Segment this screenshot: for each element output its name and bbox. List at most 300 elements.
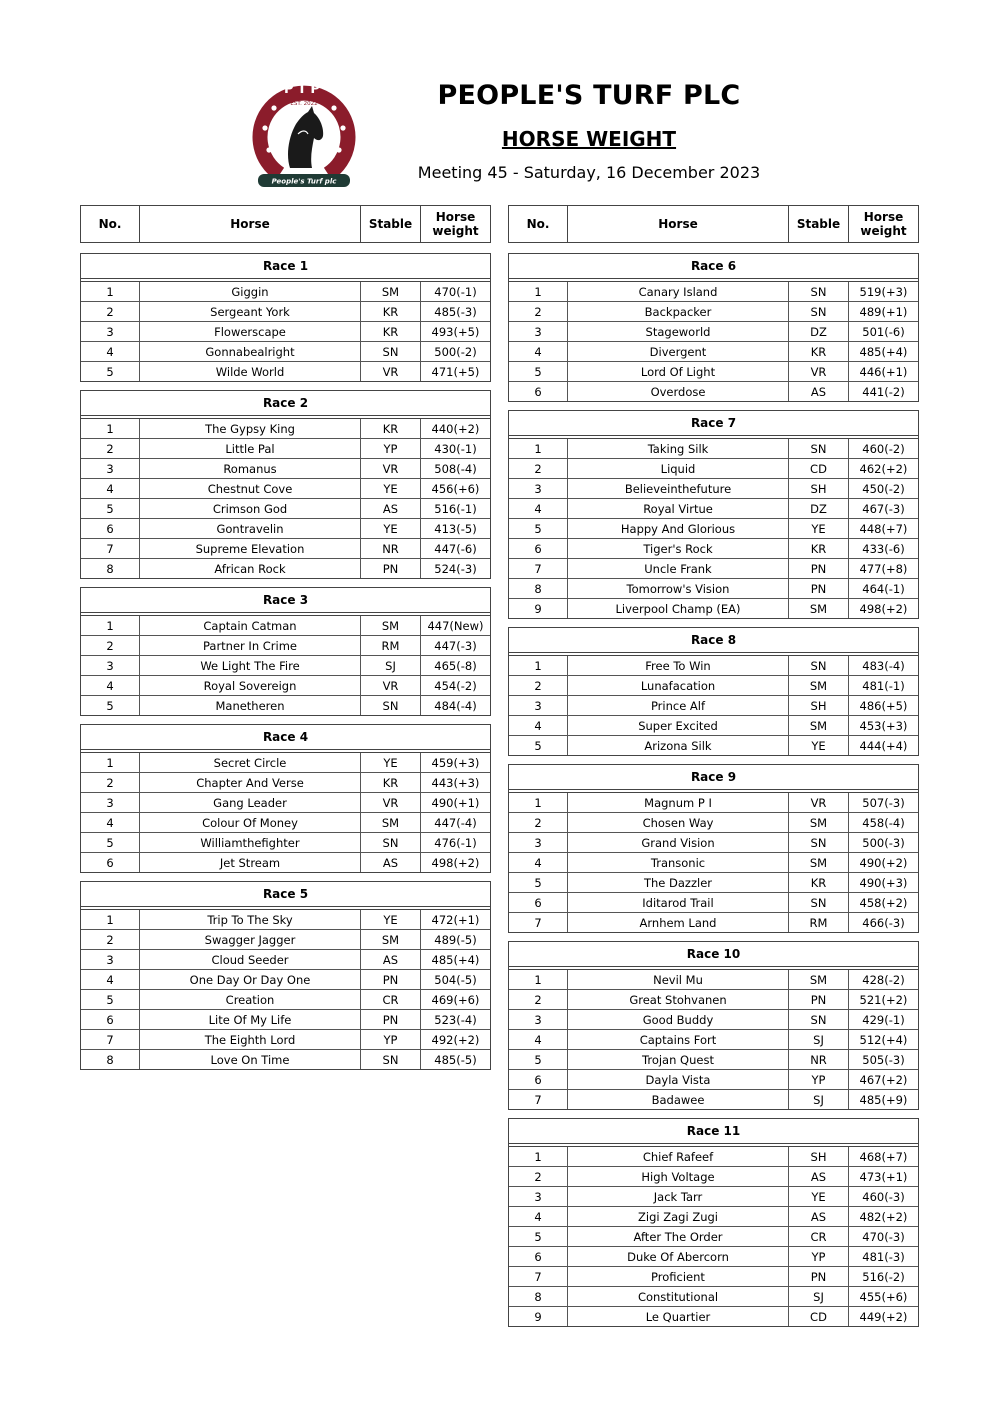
table-row (81, 675, 490, 695)
horse-name: Free To Win (567, 656, 788, 675)
horse-stable: SM (788, 599, 848, 618)
table-row (509, 281, 918, 301)
horse-number: 5 (534, 364, 542, 379)
table-row (509, 1246, 918, 1266)
table-row (509, 538, 918, 558)
table-row (509, 458, 918, 478)
horse-stable: KR (788, 539, 848, 558)
horse-number: 1 (534, 284, 542, 299)
horse-stable: CR (788, 1227, 848, 1246)
horse-number: 3 (106, 461, 114, 476)
table-row (81, 752, 490, 772)
horse-weight: 465(-8) (420, 656, 490, 675)
table-row (509, 1089, 918, 1109)
left-races (80, 253, 491, 1070)
race-rows (81, 750, 490, 872)
horse-stable: CD (788, 459, 848, 478)
horse-name: Stageworld (567, 322, 788, 341)
horse-stable: SM (788, 813, 848, 832)
table-row (81, 458, 490, 478)
horse-name: Sergeant York (139, 302, 360, 321)
table-row (509, 438, 918, 458)
horse-name: The Dazzler (567, 873, 788, 892)
table-row (509, 1166, 918, 1186)
race-rows (81, 416, 490, 578)
race-rows (81, 279, 490, 381)
horse-number: 3 (534, 698, 542, 713)
race-table (508, 1118, 919, 1327)
table-row (81, 418, 490, 438)
table-row (509, 832, 918, 852)
horse-stable: VR (788, 362, 848, 381)
horse-weight: 464(-1) (848, 579, 918, 598)
race-title: Race 5 (81, 882, 490, 907)
horse-number: 8 (106, 1052, 114, 1067)
horse-stable: YP (360, 1030, 420, 1049)
table-header (508, 205, 919, 243)
horse-stable: SM (788, 676, 848, 695)
horse-number: 2 (534, 1169, 542, 1184)
horse-number: 7 (534, 1269, 542, 1284)
horse-name: Taking Silk (567, 439, 788, 458)
horse-stable: KR (788, 873, 848, 892)
horse-number: 9 (534, 601, 542, 616)
logo-initials: PTP (284, 82, 324, 97)
horse-number: 7 (534, 561, 542, 576)
horse-weight: 507(-3) (848, 793, 918, 812)
horse-weight: 504(-5) (420, 970, 490, 989)
horse-stable: YE (360, 479, 420, 498)
horse-stable: YE (360, 519, 420, 538)
header-horse: Horse (139, 206, 360, 242)
horse-number: 6 (534, 1072, 542, 1087)
horse-weight: 501(-6) (848, 322, 918, 341)
horse-number: 2 (534, 678, 542, 693)
horse-number: 4 (106, 972, 114, 987)
horse-stable: PN (788, 1267, 848, 1286)
horse-weight: 485(+4) (848, 342, 918, 361)
horse-stable: SN (788, 302, 848, 321)
horse-name: Backpacker (567, 302, 788, 321)
horse-weight: 456(+6) (420, 479, 490, 498)
table-row (509, 1226, 918, 1246)
horse-weight: 447(New) (420, 616, 490, 635)
horse-weight: 482(+2) (848, 1207, 918, 1226)
horse-number: 4 (534, 501, 542, 516)
horse-weight: 430(-1) (420, 439, 490, 458)
horse-name: Lunafacation (567, 676, 788, 695)
race-table (508, 764, 919, 933)
horse-name: Royal Sovereign (139, 676, 360, 695)
horse-number: 6 (534, 1249, 542, 1264)
horse-weight: 467(+2) (848, 1070, 918, 1089)
table-row (509, 301, 918, 321)
horse-stable: SN (788, 893, 848, 912)
right-races (508, 253, 919, 1327)
horse-stable: YE (360, 753, 420, 772)
horse-stable: DZ (788, 322, 848, 341)
table-row (81, 989, 490, 1009)
horse-weight: 458(+2) (848, 893, 918, 912)
horse-weight: 449(+2) (848, 1307, 918, 1326)
horse-name: Chestnut Cove (139, 479, 360, 498)
horse-number: 7 (534, 915, 542, 930)
horse-number: 3 (106, 324, 114, 339)
horse-name: Love On Time (139, 1050, 360, 1069)
horse-weight: 490(+1) (420, 793, 490, 812)
horse-weight: 473(+1) (848, 1167, 918, 1186)
horse-name: Transonic (567, 853, 788, 872)
table-row (81, 1029, 490, 1049)
header-weight: Horse weight (848, 206, 918, 242)
horse-stable: SH (788, 696, 848, 715)
horse-name: Liverpool Champ (EA) (567, 599, 788, 618)
horse-weight: 472(+1) (420, 910, 490, 929)
table-row (81, 518, 490, 538)
table-row (509, 872, 918, 892)
horse-name: Believeinthefuture (567, 479, 788, 498)
horse-number: 3 (534, 481, 542, 496)
horse-stable: SM (788, 970, 848, 989)
horse-name: Chief Rafeef (567, 1147, 788, 1166)
horse-name: Manetheren (139, 696, 360, 715)
horse-name: Constitutional (567, 1287, 788, 1306)
horse-number: 1 (534, 658, 542, 673)
horse-weight: 413(-5) (420, 519, 490, 538)
table-row (509, 1069, 918, 1089)
horse-number: 3 (106, 795, 114, 810)
horse-number: 3 (534, 1012, 542, 1027)
horse-stable: SM (788, 853, 848, 872)
horse-number: 2 (534, 815, 542, 830)
horse-number: 1 (534, 1149, 542, 1164)
horse-weight: 447(-4) (420, 813, 490, 832)
horse-stable: YE (788, 1187, 848, 1206)
horse-number: 2 (106, 304, 114, 319)
horse-number: 1 (534, 441, 542, 456)
horse-stable: SM (788, 716, 848, 735)
horse-name: Giggin (139, 282, 360, 301)
horse-number: 4 (106, 678, 114, 693)
horse-stable: KR (360, 302, 420, 321)
horse-weight: 524(-3) (420, 559, 490, 578)
horse-number: 3 (534, 835, 542, 850)
horse-name: Royal Virtue (567, 499, 788, 518)
horse-number: 2 (106, 441, 114, 456)
horse-weight: 521(+2) (848, 990, 918, 1009)
race-title: Race 3 (81, 588, 490, 613)
race-rows (509, 436, 918, 618)
horse-weight: 443(+3) (420, 773, 490, 792)
horse-name: Overdose (567, 382, 788, 401)
race-table (80, 724, 491, 873)
horse-name: One Day Or Day One (139, 970, 360, 989)
horse-stable: AS (360, 499, 420, 518)
horse-number: 2 (534, 992, 542, 1007)
horse-weight: 440(+2) (420, 419, 490, 438)
horse-weight: 481(-3) (848, 1247, 918, 1266)
horse-weight: 476(-1) (420, 833, 490, 852)
horse-number: 6 (534, 541, 542, 556)
horse-name: Secret Circle (139, 753, 360, 772)
table-row (509, 1266, 918, 1286)
header-stable: Stable (788, 206, 848, 242)
horse-stable: AS (788, 1167, 848, 1186)
table-row (509, 478, 918, 498)
horse-number: 1 (106, 284, 114, 299)
horse-name: Trojan Quest (567, 1050, 788, 1069)
horse-weight: 498(+2) (420, 853, 490, 872)
table-row (81, 949, 490, 969)
horse-number: 5 (534, 738, 542, 753)
race-title: Race 10 (509, 942, 918, 967)
table-row (81, 832, 490, 852)
meeting-info: Meeting 45 - Saturday, 16 December 2023 (417, 163, 761, 182)
horse-weight: 485(-5) (420, 1050, 490, 1069)
horse-weight: 471(+5) (420, 362, 490, 381)
horse-name: The Eighth Lord (139, 1030, 360, 1049)
horse-stable: SN (788, 1010, 848, 1029)
horse-stable: VR (360, 459, 420, 478)
horse-name: Uncle Frank (567, 559, 788, 578)
horse-number: 5 (106, 992, 114, 1007)
table-row (81, 929, 490, 949)
horse-number: 5 (106, 501, 114, 516)
horse-weight: 460(-3) (848, 1187, 918, 1206)
horse-weight: 505(-3) (848, 1050, 918, 1069)
header-weight: Horse weight (420, 206, 490, 242)
horse-stable: SN (360, 342, 420, 361)
horse-stable: SJ (788, 1030, 848, 1049)
race-table (80, 587, 491, 716)
horse-weight: 470(-3) (848, 1227, 918, 1246)
race-rows (81, 613, 490, 715)
race-table (80, 881, 491, 1070)
horse-stable: SM (360, 930, 420, 949)
horse-stable: PN (360, 970, 420, 989)
race-table (508, 410, 919, 619)
horse-stable: SN (788, 833, 848, 852)
table-header (80, 205, 491, 243)
horse-name: Jack Tarr (567, 1187, 788, 1206)
race-title: Race 6 (509, 254, 918, 279)
horse-stable: PN (788, 579, 848, 598)
horse-number: 3 (534, 324, 542, 339)
horse-name: Le Quartier (567, 1307, 788, 1326)
horse-number: 5 (534, 875, 542, 890)
horse-name: Duke Of Abercorn (567, 1247, 788, 1266)
horse-number: 4 (534, 344, 542, 359)
table-row (81, 361, 490, 381)
table-row (509, 912, 918, 932)
horse-number: 1 (106, 755, 114, 770)
horse-number: 6 (106, 855, 114, 870)
horse-weight: 429(-1) (848, 1010, 918, 1029)
horse-name: Flowerscape (139, 322, 360, 341)
horse-name: Dayla Vista (567, 1070, 788, 1089)
table-row (81, 909, 490, 929)
horse-number: 3 (534, 1189, 542, 1204)
horse-weight: 455(+6) (848, 1287, 918, 1306)
table-row (81, 812, 490, 832)
horse-weight: 447(-6) (420, 539, 490, 558)
horse-number: 2 (106, 638, 114, 653)
table-row (509, 1306, 918, 1326)
table-row (509, 598, 918, 618)
table-row (81, 635, 490, 655)
horse-stable: VR (360, 676, 420, 695)
horse-name: Creation (139, 990, 360, 1009)
horse-number: 4 (106, 344, 114, 359)
horse-number: 3 (106, 952, 114, 967)
horse-name: Wilde World (139, 362, 360, 381)
horse-weight: 467(-3) (848, 499, 918, 518)
horse-weight: 441(-2) (848, 382, 918, 401)
table-row (81, 281, 490, 301)
horse-weight: 469(+6) (420, 990, 490, 1009)
race-title: Race 9 (509, 765, 918, 790)
horse-weight: 489(-5) (420, 930, 490, 949)
company-logo (252, 76, 356, 190)
table-row (81, 478, 490, 498)
race-title: Race 2 (81, 391, 490, 416)
table-row (81, 558, 490, 578)
horse-weight: 500(-2) (420, 342, 490, 361)
horse-number: 1 (534, 795, 542, 810)
horse-weight: 468(+7) (848, 1147, 918, 1166)
horse-stable: SJ (360, 656, 420, 675)
horse-number: 4 (534, 718, 542, 733)
horse-name: Lord Of Light (567, 362, 788, 381)
horse-weight: 484(-4) (420, 696, 490, 715)
table-row (509, 381, 918, 401)
horse-stable: KR (360, 419, 420, 438)
horse-name: Gang Leader (139, 793, 360, 812)
horse-stable: AS (788, 382, 848, 401)
table-row (509, 969, 918, 989)
table-row (81, 538, 490, 558)
horse-name: Trip To The Sky (139, 910, 360, 929)
horse-weight: 460(-2) (848, 439, 918, 458)
horse-name: Iditarod Trail (567, 893, 788, 912)
horse-name: Liquid (567, 459, 788, 478)
header-no: No. (98, 217, 122, 231)
table-row (509, 518, 918, 538)
horse-stable: SN (788, 282, 848, 301)
horse-stable: SJ (788, 1287, 848, 1306)
horse-weight: 481(-1) (848, 676, 918, 695)
horse-number: 8 (534, 1289, 542, 1304)
horse-number: 2 (534, 461, 542, 476)
horse-number: 4 (534, 855, 542, 870)
horse-stable: SH (788, 479, 848, 498)
horse-stable: AS (360, 950, 420, 969)
horse-name: Lite Of My Life (139, 1010, 360, 1029)
horse-stable: NR (788, 1050, 848, 1069)
horse-name: Divergent (567, 342, 788, 361)
horse-number: 2 (534, 304, 542, 319)
horse-number: 6 (106, 1012, 114, 1027)
horse-name: Captain Catman (139, 616, 360, 635)
horse-weight: 466(-3) (848, 913, 918, 932)
horse-number: 5 (534, 1052, 542, 1067)
horse-name: Nevil Mu (567, 970, 788, 989)
horse-weight: 453(+3) (848, 716, 918, 735)
race-rows (509, 790, 918, 932)
horse-number: 5 (106, 698, 114, 713)
horse-stable: YE (788, 519, 848, 538)
horse-number: 6 (534, 895, 542, 910)
horse-name: African Rock (139, 559, 360, 578)
horse-weight: 485(+4) (420, 950, 490, 969)
horse-name: Cloud Seeder (139, 950, 360, 969)
horse-stable: RM (360, 636, 420, 655)
horse-stable: YP (788, 1247, 848, 1266)
race-table (508, 253, 919, 402)
race-title: Race 4 (81, 725, 490, 750)
horse-name: Arnhem Land (567, 913, 788, 932)
horse-weight: 523(-4) (420, 1010, 490, 1029)
horse-number: 8 (534, 581, 542, 596)
horse-name: Good Buddy (567, 1010, 788, 1029)
horse-name: Happy And Glorious (567, 519, 788, 538)
horse-stable: PN (788, 990, 848, 1009)
horse-name: High Voltage (567, 1167, 788, 1186)
horse-stable: YE (360, 910, 420, 929)
race-title: Race 11 (509, 1119, 918, 1144)
horse-number: 3 (106, 658, 114, 673)
horse-weight: 458(-4) (848, 813, 918, 832)
table-row (81, 438, 490, 458)
horse-name: Partner In Crime (139, 636, 360, 655)
race-title: Race 1 (81, 254, 490, 279)
table-row (81, 341, 490, 361)
header-horse: Horse (567, 206, 788, 242)
horse-stable: PN (360, 1010, 420, 1029)
horse-number: 5 (106, 835, 114, 850)
table-row (509, 321, 918, 341)
horse-number: 7 (106, 541, 114, 556)
race-rows (81, 907, 490, 1069)
race-table (508, 627, 919, 756)
horse-stable: SN (360, 833, 420, 852)
table-row (509, 1029, 918, 1049)
horse-stable: SN (788, 439, 848, 458)
horse-stable: SJ (788, 1090, 848, 1109)
horse-name: Supreme Elevation (139, 539, 360, 558)
horse-number: 7 (534, 1092, 542, 1107)
horse-name: Magnum P I (567, 793, 788, 812)
horse-stable: VR (360, 362, 420, 381)
horse-stable: AS (360, 853, 420, 872)
horse-name: Great Stohvanen (567, 990, 788, 1009)
header-no: No. (526, 217, 550, 231)
horse-number: 7 (106, 1032, 114, 1047)
horse-stable: VR (360, 793, 420, 812)
table-row (509, 1049, 918, 1069)
horse-weight: 492(+2) (420, 1030, 490, 1049)
right-column (508, 205, 919, 1335)
horse-stable: PN (788, 559, 848, 578)
horse-name: Romanus (139, 459, 360, 478)
horse-weight: 444(+4) (848, 736, 918, 755)
table-row (81, 301, 490, 321)
horse-name: Super Excited (567, 716, 788, 735)
horse-stable: CD (788, 1307, 848, 1326)
table-row (509, 989, 918, 1009)
horse-name: We Light The Fire (139, 656, 360, 675)
horse-stable: YP (360, 439, 420, 458)
